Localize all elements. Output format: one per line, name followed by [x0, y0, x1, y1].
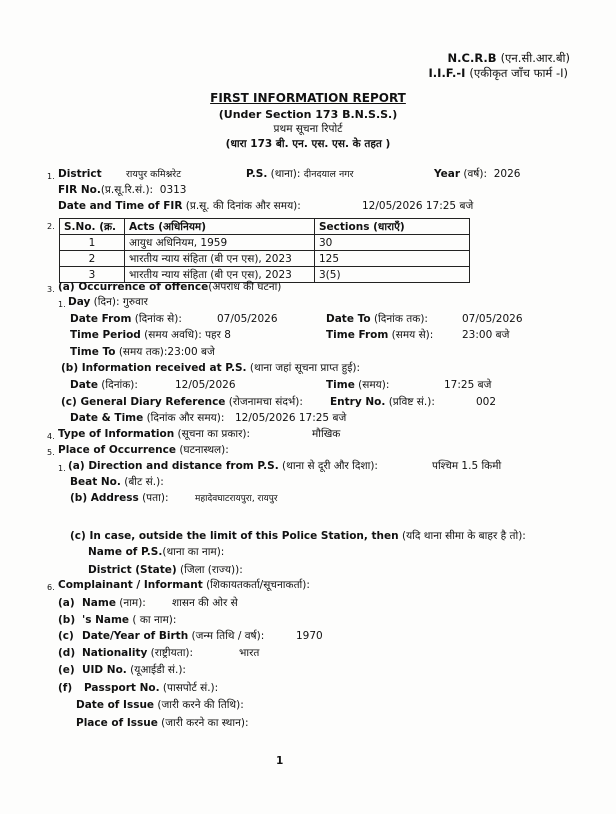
district-value: रायपुर कमिश्नरेट — [126, 169, 181, 180]
info-type-label: Type of Information (सूचना का प्रकार): — [58, 428, 251, 440]
section-5-number: 5. — [47, 448, 55, 457]
date-to-label: Date To (दिनांक तक): — [326, 313, 428, 325]
diary-datetime-label: Date & Time (दिनांक और समय): — [70, 412, 225, 424]
issue-place-label: Place of Issue (जारी करने का स्थान): — [76, 717, 249, 729]
fir-datetime-label: Date and Time of FIR (प्र.सू. की दिनांक और समय): — [58, 200, 301, 212]
nationality-label: Nationality (राष्ट्रीयता): — [82, 647, 194, 659]
page-number: 1 — [276, 755, 284, 767]
section-4-number: 4. — [47, 432, 55, 441]
address-value: महादेवघाटरायपुरा, रायपुर — [195, 494, 278, 504]
district-label: District — [58, 168, 102, 180]
complainant-d-marker: (d) — [58, 647, 76, 659]
table-header-row — [60, 219, 470, 235]
relative-name-label: 's Name ( का नाम): — [82, 614, 177, 626]
nationality-value: भारत — [239, 647, 260, 659]
outside-limit-heading: (c) In case, outside the limit of this Police Station, then (यदि थाना सीमा के बाहर है तो): — [70, 530, 526, 542]
complainant-e-marker: (e) — [58, 664, 75, 676]
table-cell-section: 3(5) — [315, 267, 470, 283]
ncrb-header: N.C.R.B (एन.सी.आर.बी) — [447, 51, 570, 65]
table-cell-act: आयुध अधिनियम, 1959 — [125, 235, 315, 251]
complainant-a-marker: (a) — [58, 597, 75, 609]
page-title: FIRST INFORMATION REPORT — [210, 91, 406, 105]
passport-label: Passport No. (पासपोर्ट सं.): — [84, 682, 219, 694]
uid-label: UID No. (यूआईडी सं.): — [82, 664, 186, 676]
table-row — [60, 251, 470, 267]
table-row — [60, 235, 470, 251]
address-label: (b) Address (पता): — [70, 492, 169, 504]
date-from-label: Date From (दिनांक से): — [70, 313, 182, 325]
info-received-heading: (b) Information received at P.S. (थाना जहां सूचना प्राप्त हुई): — [61, 362, 361, 374]
info-date-value: 12/05/2026 — [175, 379, 236, 391]
complainant-heading: Complainant / Informant (शिकायतकर्ता/सूचनाकर्ता): — [58, 579, 310, 591]
fir-datetime-value: 12/05/2026 17:25 बजे — [362, 200, 474, 212]
table-cell-act: भारतीय न्याय संहिता (बी एन एस), 2023 — [125, 251, 315, 267]
direction-distance-label: (a) Direction and distance from P.S. (थाना से दूरी और दिशा): — [68, 460, 378, 472]
direction-distance-value: पश्चिम 1.5 किमी — [432, 460, 502, 472]
ps-label: P.S. (थाना): दीनदयाल नगर — [246, 168, 354, 180]
fir-number: FIR No.(प्र.सू.रि.सं.): 0313 — [58, 184, 187, 196]
hindi-section: (धारा 173 बी. एन. एस. एस. के तहत ) — [225, 138, 391, 150]
table-cell-sno: 3 — [60, 267, 125, 283]
time-period-field: Time Period (समय अवधि): पहर 8 — [70, 329, 231, 341]
complainant-b-marker: (b) — [58, 614, 76, 626]
table-cell-sno: 2 — [60, 251, 125, 267]
time-from-label: Time From (समय से): — [326, 329, 434, 341]
iif-header: I.I.F.-I (एकीकृत जाँच फार्म -I) — [428, 66, 568, 80]
entry-no-value: 002 — [476, 396, 497, 408]
time-to-field: Time To (समय तक):23:00 बजे — [70, 346, 215, 358]
year-label: Year (वर्ष): 2026 — [434, 168, 521, 180]
district-state-label: District (State) (जिला (राज्य)): — [88, 564, 243, 576]
info-type-value: मौखिक — [312, 428, 341, 440]
hindi-title: प्रथम सूचना रिपोर्ट — [273, 123, 343, 135]
diary-reference-heading: (c) General Diary Reference (रोजनामचा संदर्भ): — [61, 396, 303, 408]
table-cell-sno: 1 — [60, 235, 125, 251]
diary-datetime-value: 12/05/2026 17:25 बजे — [235, 412, 347, 424]
complainant-name-label: Name (नाम): — [82, 597, 146, 609]
complainant-c-marker: (c) — [58, 630, 74, 642]
date-to-value: 07/05/2026 — [462, 313, 523, 325]
complainant-f-marker: (f) — [58, 682, 73, 694]
time-from-value: 23:00 बजे — [462, 329, 510, 341]
column-header-sections: Sections (धाराएँ) — [315, 219, 470, 235]
table-cell-section: 30 — [315, 235, 470, 251]
table-cell-act: भारतीय न्याय संहिता (बी एन एस), 2023 — [125, 267, 315, 283]
place-sub-number: 1. — [58, 464, 66, 473]
birth-year-label: Date/Year of Birth (जन्म तिथि / वर्ष): — [82, 630, 265, 642]
table-cell-section: 125 — [315, 251, 470, 267]
page-subtitle: (Under Section 173 B.N.S.S.) — [218, 108, 398, 121]
complainant-name-value: शासन की ओर से — [172, 597, 238, 609]
place-of-occurrence-heading: Place of Occurrence (घटनास्थल): — [58, 444, 229, 456]
occurrence-heading: (a) Occurrence of offence(अपराध की घटना) — [58, 281, 282, 293]
date-from-value: 07/05/2026 — [217, 313, 278, 325]
birth-year-value: 1970 — [296, 630, 323, 642]
column-header-acts: Acts (अधिनियम) — [125, 219, 315, 235]
ps-name-label: Name of P.S.(थाना का नाम): — [88, 546, 225, 558]
entry-no-label: Entry No. (प्रविष्ट सं.): — [330, 396, 435, 408]
section-2-number: 2. — [47, 222, 55, 231]
day-field: Day (दिन): गुरुवार — [68, 296, 148, 308]
occurrence-sub-number: 1. — [58, 300, 66, 309]
section-6-number: 6. — [47, 583, 55, 592]
info-date-label: Date (दिनांक): — [70, 379, 138, 391]
issue-date-label: Date of Issue (जारी करने की तिथि): — [76, 699, 244, 711]
info-time-label: Time (समय): — [326, 379, 390, 391]
acts-table — [59, 218, 470, 283]
section-1-number: 1. — [47, 172, 55, 181]
info-time-value: 17:25 बजे — [444, 379, 492, 391]
beat-no-label: Beat No. (बीट सं.): — [70, 476, 164, 488]
section-3-number: 3. — [47, 285, 55, 294]
column-header-sno: S.No. (क्र. — [60, 219, 125, 235]
